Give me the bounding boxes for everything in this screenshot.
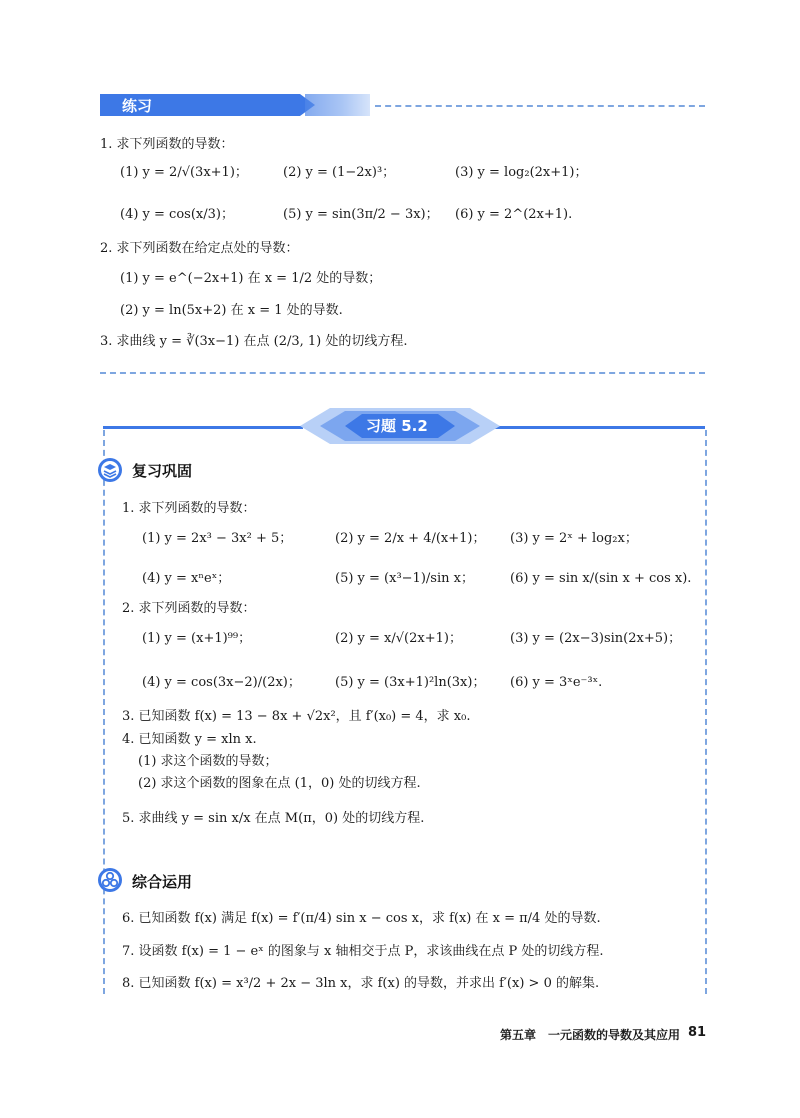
review-q4-2: (2) 求这个函数的图象在点 (1，0) 处的切线方程. (138, 776, 421, 791)
exercise-right-border (705, 430, 707, 994)
practice-q2-1: (1) y = e^(−2x+1) 在 x = 1/2 处的导数； (120, 271, 382, 286)
review-q1-3: (3) y = 2ˣ + log₂x； (510, 531, 638, 546)
practice-title: 练习 (122, 97, 153, 115)
review-q2-1: (1) y = (x+1)⁹⁹； (142, 631, 252, 646)
practice-q1-1: (1) y = 2/√(3x+1)； (120, 165, 248, 180)
review-q3: 3. 已知函数 f(x) = 13 − 8x + √2x²，且 f′(x₀) = 4，求 x₀. (122, 709, 471, 724)
practice-q2-2: (2) y = ln(5x+2) 在 x = 1 处的导数. (120, 303, 343, 318)
review-q2-2: (2) y = x/√(2x+1)； (335, 631, 462, 646)
practice-q1: 1. 求下列函数的导数： (100, 137, 234, 152)
practice-bottom-divider (100, 372, 705, 374)
review-q1-1: (1) y = 2x³ − 3x² + 5； (142, 531, 293, 546)
footer-chapter: 第五章 一元函数的导数及其应用 (500, 1028, 681, 1042)
practice-top-divider (375, 105, 705, 107)
exercise-left-border (103, 430, 105, 994)
exercise-title: 习题 5.2 (366, 417, 428, 435)
review-q4-1: (1) 求这个函数的导数； (138, 754, 278, 769)
practice-q3: 3. 求曲线 y = ∛(3x−1) 在点 (2/3, 1) 处的切线方程. (100, 334, 408, 349)
review-q2: 2. 求下列函数的导数： (122, 601, 256, 616)
practice-q2: 2. 求下列函数在给定点处的导数： (100, 241, 299, 256)
exercise-banner (300, 408, 500, 444)
practice-banner (100, 94, 370, 116)
review-heading: 复习巩固 (132, 462, 193, 480)
footer-page-number: 81 (688, 1025, 707, 1040)
review-icon (97, 457, 123, 483)
review-q1-2: (2) y = 2/x + 4/(x+1)； (335, 531, 486, 546)
review-q2-3: (3) y = (2x−3)sin(2x+5)； (510, 631, 682, 646)
apply-q7: 7. 设函数 f(x) = 1 − eˣ 的图象与 x 轴相交于点 P，求该曲线在点 P 处的切线方程. (122, 944, 604, 959)
review-q2-5: (5) y = (3x+1)²ln(3x)； (335, 675, 486, 690)
review-q2-6: (6) y = 3ˣe⁻³ˣ. (510, 675, 603, 690)
apply-q6: 6. 已知函数 f(x) 满足 f(x) = f′(π/4) sin x − cos x，求 f(x) 在 x = π/4 处的导数. (122, 911, 601, 926)
review-q1-4: (4) y = xⁿeˣ； (142, 571, 231, 586)
practice-q1-5: (5) y = sin(3π/2 − 3x)； (283, 207, 439, 222)
exercise-banner-line-right (495, 426, 705, 429)
exercise-banner-line-left (103, 426, 303, 429)
practice-q1-2: (2) y = (1−2x)³； (283, 165, 396, 180)
apply-icon (97, 867, 123, 893)
review-q4: 4. 已知函数 y = xln x. (122, 732, 257, 747)
review-q1-5: (5) y = (x³−1)/sin x； (335, 571, 474, 586)
apply-q8: 8. 已知函数 f(x) = x³/2 + 2x − 3ln x，求 f(x) 的导数，并求出 f′(x) > 0 的解集. (122, 976, 600, 991)
practice-q1-4: (4) y = cos(x/3)； (120, 207, 234, 222)
review-q1-6: (6) y = sin x/(sin x + cos x). (510, 571, 692, 586)
review-q1: 1. 求下列函数的导数： (122, 501, 256, 516)
review-q5: 5. 求曲线 y = sin x/x 在点 M(π，0) 处的切线方程. (122, 811, 425, 826)
apply-heading: 综合运用 (132, 873, 193, 891)
practice-q1-6: (6) y = 2^(2x+1). (455, 207, 573, 222)
review-q2-4: (4) y = cos(3x−2)/(2x)； (142, 675, 301, 690)
practice-q1-3: (3) y = log₂(2x+1)； (455, 165, 588, 180)
